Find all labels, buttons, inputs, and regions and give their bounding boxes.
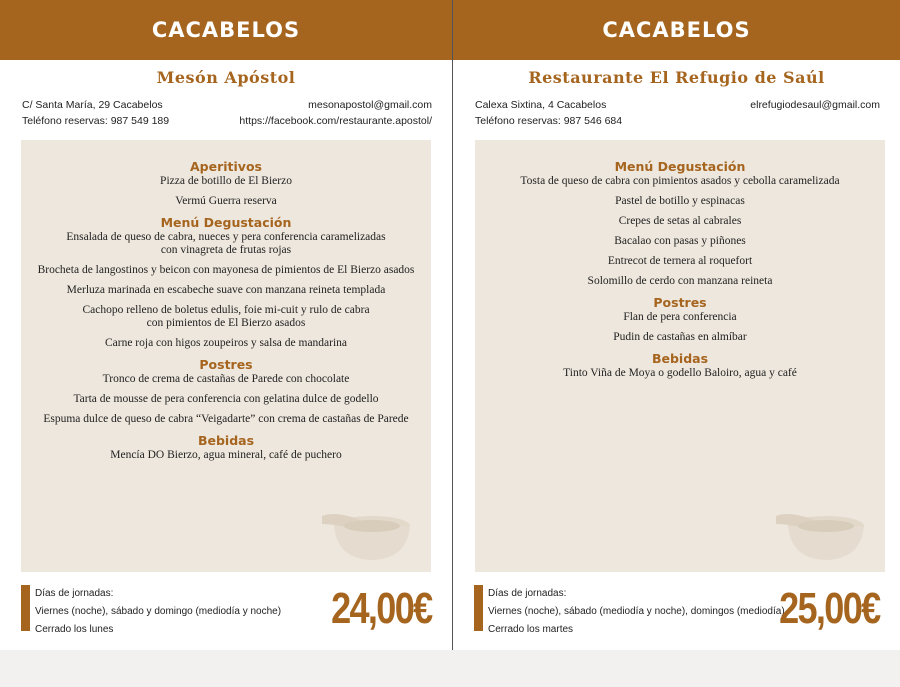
schedule-footer: [474, 585, 880, 633]
menu-item: [21, 264, 431, 277]
section-title: Aperitivos: [190, 159, 262, 174]
menu-item-line: Vermú Guerra reserva: [175, 195, 277, 207]
menu-item: [21, 393, 431, 406]
closed-text: Cerrado los lunes: [35, 624, 114, 635]
menu-item-line: con pimientos de El Bierzo asados: [146, 317, 306, 329]
days-text: Viernes (noche), sábado (mediodía y noche), domingos (mediodía): [488, 606, 785, 617]
days-text: Viernes (noche), sábado y domingo (mediodía y noche): [35, 606, 282, 617]
menu-item-line: Espuma dulce de queso de cabra “Veigadarte” con crema de castañas de Parede: [43, 413, 409, 425]
town-banner: [0, 0, 452, 60]
menu-item: [21, 413, 431, 426]
accent-bar: [474, 585, 483, 631]
menu-item: [21, 175, 431, 188]
address: C/ Santa María, 29 Cacabelos: [22, 99, 163, 111]
menu-item: [475, 311, 885, 324]
menu-item: [21, 373, 431, 386]
menu-item-line: Crepes de setas al cabrales: [618, 215, 742, 227]
menu-item-line: Pastel de botillo y espinacas: [615, 195, 745, 207]
menu-page-right: [453, 0, 900, 650]
menu-box: [21, 140, 431, 572]
menu-item-line: Pizza de botillo de El Bierzo: [160, 175, 292, 187]
section-title: Menú Degustación: [160, 215, 292, 230]
schedule: [488, 585, 785, 639]
menu-item: [21, 337, 431, 350]
section-title: Postres: [199, 357, 253, 372]
menu-item-line: Carne roja con higos zoupeiros y salsa de mandarina: [104, 337, 348, 349]
phone: Teléfono reservas: 987 549 189: [22, 115, 170, 127]
menu-item-line: Cachopo relleno de boletus edulis, foie mi-cuit y rulo de cabra: [82, 304, 370, 316]
section-title: Bebidas: [651, 351, 709, 366]
section-title: Postres: [653, 295, 707, 310]
menu-item-line: Pudin de castañas en almíbar: [613, 331, 747, 343]
days-title: Días de jornadas:: [488, 588, 567, 599]
address: Calexa Sixtina, 4 Cacabelos: [475, 99, 607, 111]
menu-item: [21, 284, 431, 297]
menu-page-left: [0, 0, 452, 650]
menu-item: [475, 175, 885, 188]
menu-item-line: Flan de pera conferencia: [623, 311, 737, 323]
web-link[interactable]: https://facebook.com/restaurante.apostol/: [239, 115, 432, 127]
menu-item-line: Tarta de mousse de pera conferencia con gelatina dulce de godello: [73, 393, 379, 405]
phone: Teléfono reservas: 987 546 684: [475, 115, 623, 127]
mortar-pestle-icon: [317, 504, 417, 564]
menu-item-line: Bacalao con pasas y piñones: [614, 235, 746, 247]
email-link[interactable]: mesonapostol@gmail.com: [308, 99, 432, 111]
menu-item: [475, 235, 885, 248]
menu-item: [21, 231, 431, 257]
menu-item: [475, 215, 885, 228]
schedule-footer: [21, 585, 432, 633]
menu-content: [475, 140, 885, 380]
menu-item-line: Merluza marinada en escabeche suave con manzana reineta templada: [66, 284, 386, 296]
accent-bar: [21, 585, 30, 631]
menu-item-line: Mencía DO Bierzo, agua mineral, café de puchero: [110, 449, 342, 461]
town-title: CACABELOS: [602, 18, 751, 42]
menu-item-line: con vinagreta de frutas rojas: [160, 244, 292, 256]
price: 25,00€: [779, 584, 880, 633]
menu-item: [475, 331, 885, 344]
restaurant-name: Restaurante El Refugio de Saúl: [528, 68, 825, 87]
email-link[interactable]: elrefugiodesaul@gmail.com: [750, 99, 880, 111]
menu-item-line: Solomillo de cerdo con manzana reineta: [587, 275, 773, 287]
menu-item: [21, 449, 431, 462]
days-title: Días de jornadas:: [35, 588, 114, 599]
menu-box: [475, 140, 885, 572]
menu-item: [21, 195, 431, 208]
menu-item: [475, 367, 885, 380]
town-banner: [453, 0, 900, 60]
section-title: Bebidas: [197, 433, 255, 448]
menu-item: [21, 304, 431, 330]
menu-item-line: Tinto Viña de Moya o godello Baloiro, agua y café: [563, 367, 797, 379]
price: 24,00€: [331, 584, 432, 633]
town-title: CACABELOS: [151, 18, 301, 42]
restaurant-name: Mesón Apóstol: [156, 68, 296, 87]
section-title: Menú Degustación: [614, 159, 746, 174]
closed-text: Cerrado los martes: [488, 624, 574, 635]
menu-content: [21, 140, 431, 462]
mortar-pestle-icon: [771, 504, 871, 564]
menu-item-line: Tosta de queso de cabra con pimientos asados y cebolla caramelizada: [520, 175, 840, 187]
menu-item: [475, 195, 885, 208]
menu-item-line: Brocheta de langostinos y beicon con mayonesa de pimientos de El Bierzo asados: [37, 264, 415, 276]
menu-item-line: Ensalada de queso de cabra, nueces y pera conferencia caramelizadas: [66, 231, 386, 243]
schedule: [35, 585, 281, 639]
menu-item: [475, 255, 885, 268]
menu-item: [475, 275, 885, 288]
menu-item-line: Entrecot de ternera al roquefort: [607, 255, 753, 267]
menu-item-line: Tronco de crema de castañas de Parede con chocolate: [102, 373, 350, 385]
